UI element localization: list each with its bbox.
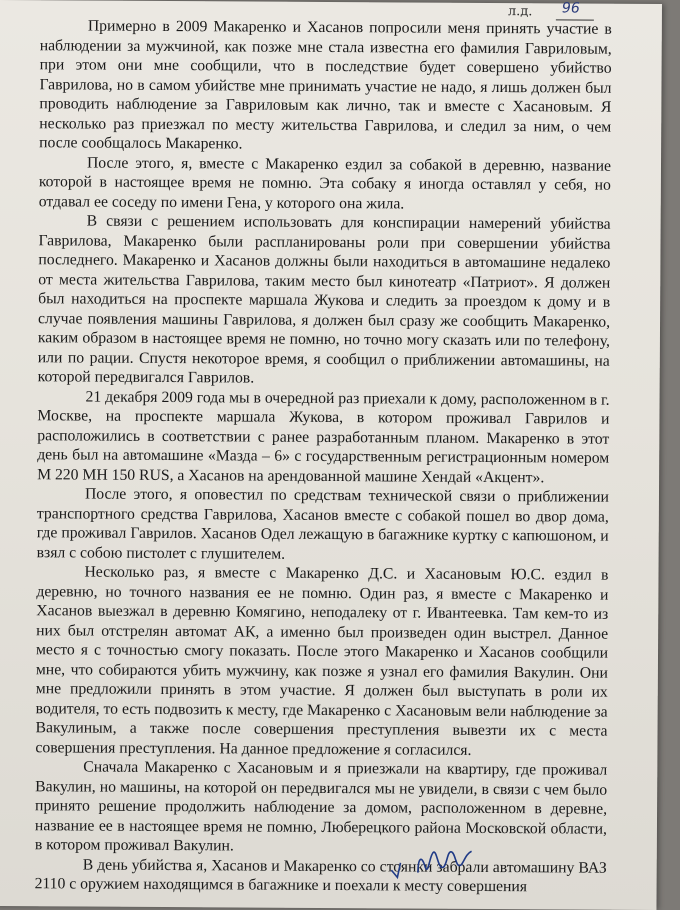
paragraph: В связи с решением использовать для конспирации намерений убийства Гаврилова, Макаренко были распланированы роли при совершении убийства последнего. Макаренко и Хасанов должны были находиться в автомашине недалеко от места жительства Гаврилова, таким место был кинотеатр «Патриот». Я должен был находиться на проспекте маршала Жукова и следить за проездом к дому и в случае появления машины Гаврилова, я должен был сразу же сообщить Макаренко, каким образом в настоящее время не помню, но точно могу сказать или по телефону, или по рации. Спустя некоторое время, я сообщил о приближении автомашины, на которой передвигался Гаврилов. [37,212,611,387]
case-file-label: л.д. [507,4,533,20]
paragraph: Сначала Макаренко с Хасановым и я приезжали на квартиру, где проживал Вакулин, но машины, на которой он передвигался мы не увидели, в связи с чем было принято решение продолжить наблюдение за домом, расположенном в деревне, название ее в настоящее время не помню, Люберецкого района Московской области, в котором проживал Вакулин. [34,758,608,855]
paragraph: Примерно в 2009 Макаренко и Хасанов попросили меня принять участие в наблюдении за мужчиной, как позже мне стала известна его фамилия Гавриловым, при этом они мне сообщили, что в последствие будет совершено убийство Гаврилова, но в самом убийстве мне принимать участие не надо, я лишь должен был проводить наблюдение за Гавриловым как лично, так и вместе с Хасановым. Я несколько раз приезжал по месту жительства Гаврилова, и следил за ним, о чем после сообщалось Макаренко. [39,17,612,153]
paragraph: Несколько раз, я вместе с Макаренко Д.С. и Хасановым Ю.С. ездил в деревню, но точного названия ее не помню. Один раз, я вместе с Макаренко и Хасанов выезжал в деревню Комягино, неподалеку от г. Ивантеевка. Там кем-то из них был отстрелян автомат АК, а именно был произведен один выстрел. Данное место я с точностью смогу показать. После этого Макаренко и Хасанов сообщили мне, что собираются убить мужчину, как позже я узнал его фамилия Вакулин. Они мне предложили принять в этом участие. Я должен был выступать в роли их водителя, то есть подвозить к месту, где Макаренко с Хасановым вели наблюдение за Вакулиным, а также после совершения преступления вывезти их с места совершения преступления. На данное предложение я согласился. [35,563,609,759]
paragraph: После этого, я оповестил по средствам технической связи о приближении транспортного средства Гаврилова, Хасанов вместе с собакой пошел во двор дома, где проживал Гаврилов. Хасанов Одел лежащую в багажнике куртку с капюшоном, и взял с собою пистолет с глушителем. [36,485,610,563]
document-body [35,16,612,897]
paragraph: В день убийства я, Хасанов и Макаренко со стоянки забрали автомашину ВАЗ 2110 с оружием находящимся в багажнике и поехали к месту совершения [34,856,607,896]
paragraph: 21 декабря 2009 года мы в очередной раз приехали к дому, расположенном в г. Москве, на проспекте маршала Жукова, в котором проживал Гаврилов и расположились в соответствии с ранее разработанным планом. Макаренко в этот день был на автомашине «Мазда – 6» с государственным регистрационным номером М 220 МН 150 RUS, а Хасанов на арендованной машине Хендай «Акцент». [37,388,610,486]
paragraph: После этого, я, вместе с Макаренко ездил за собакой в деревню, название которой в настоящее время не помню. Эта собаку я иногда оставлял у себя, но отдавал ее соседу по имени Гена, у которого она жила. [38,154,612,212]
case-file-number: 96 [561,0,580,17]
